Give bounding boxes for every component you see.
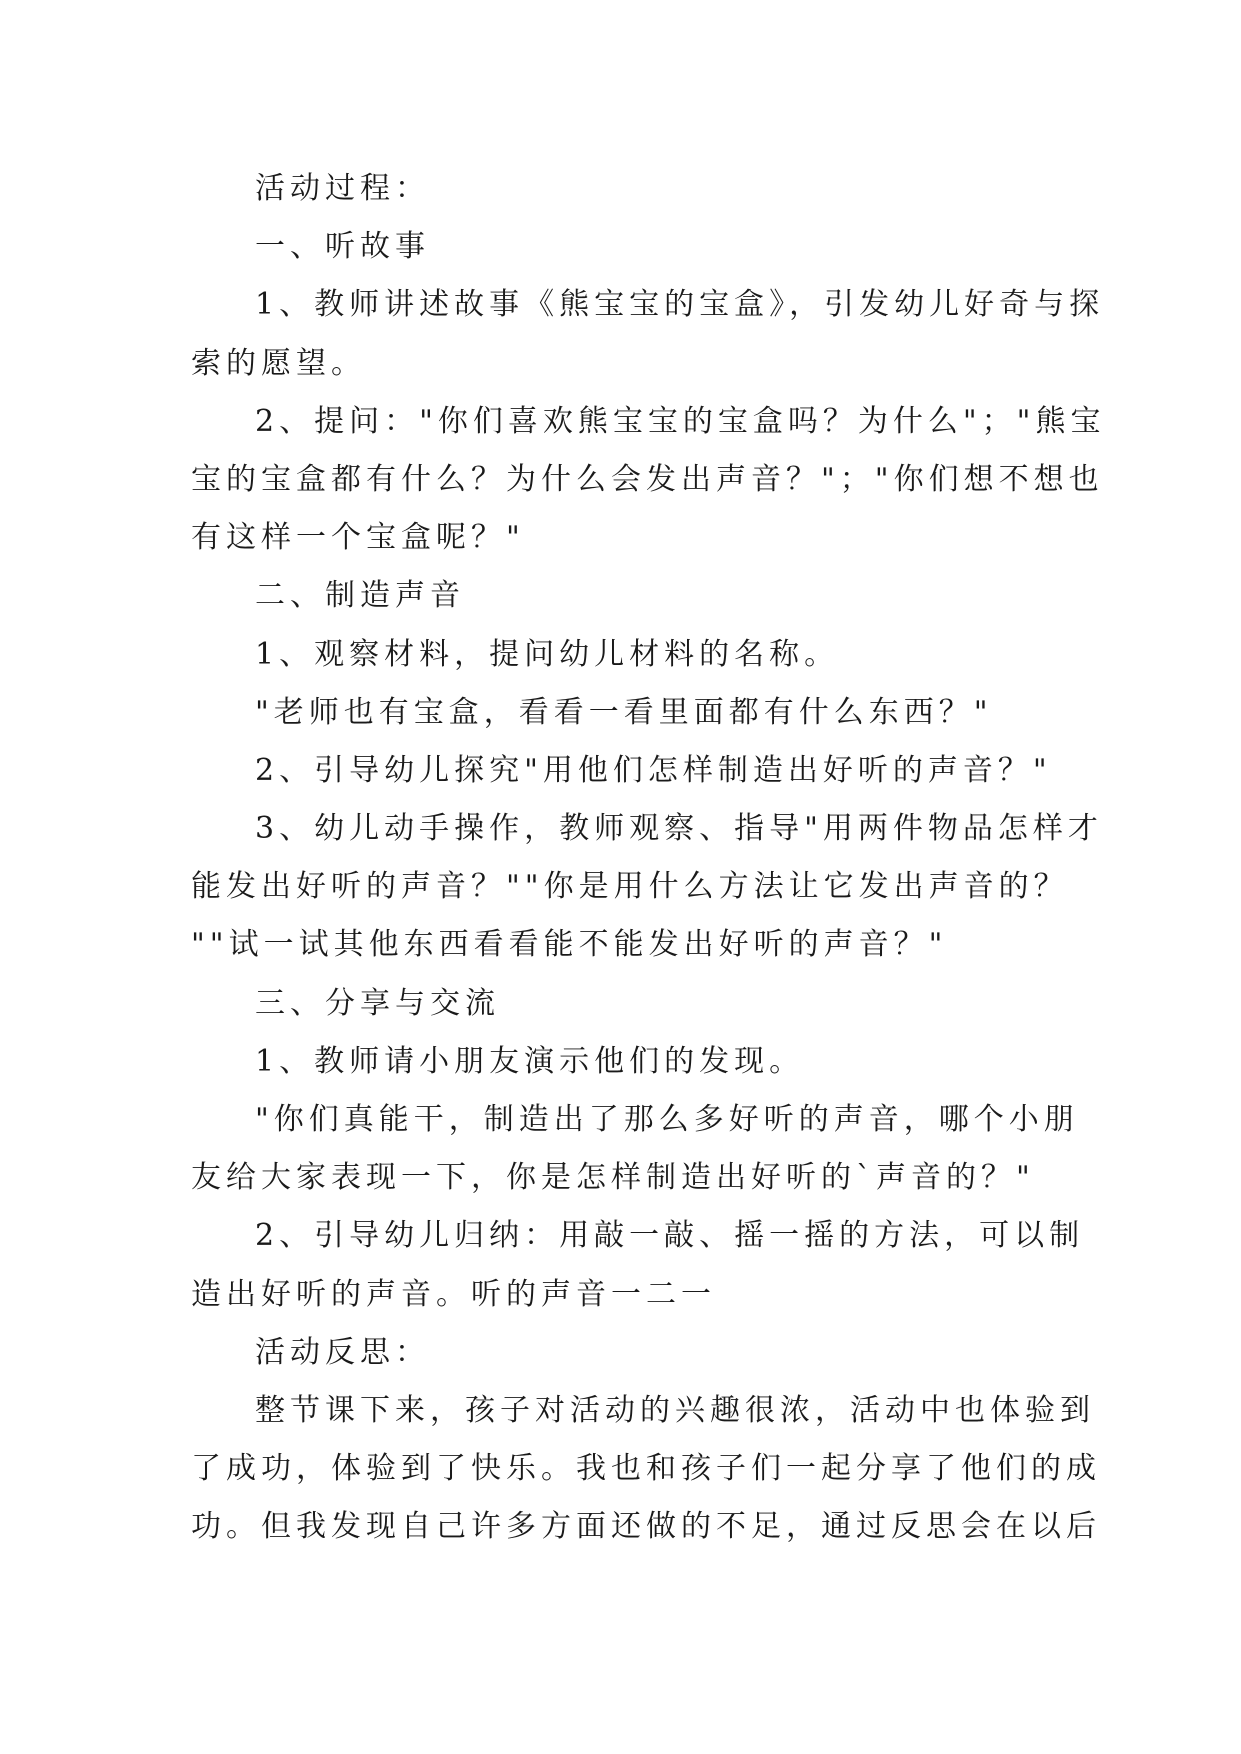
section-heading-activity-process: 活动过程： bbox=[255, 171, 430, 206]
paragraph-line: 2、提问："你们喜欢熊宝宝的宝盒吗？为什么"；"熊宝 bbox=[255, 403, 1106, 439]
section-heading-share-exchange: 三、分享与交流 bbox=[255, 985, 500, 1021]
document-body bbox=[191, 160, 1106, 1557]
paragraph-line: 了成功，体验到了快乐。我也和孩子们一起分享了他们的成 bbox=[191, 1451, 1101, 1487]
paragraph-line: 友给大家表现一下，你是怎样制造出好听的`声音的？" bbox=[191, 1160, 1035, 1196]
paragraph-line: 3、幼儿动手操作，教师观察、指导"用两件物品怎样才 bbox=[255, 811, 1103, 847]
paragraph-line: "老师也有宝盒，看看一看里面都有什么东西？" bbox=[255, 694, 993, 730]
paragraph-line: ""试一试其他东西看看能不能发出好听的声音？" bbox=[191, 927, 948, 963]
paragraph-line: 能发出好听的声音？""你是用什么方法让它发出声音的？ bbox=[191, 869, 1069, 905]
paragraph-line: 宝的宝盒都有什么？为什么会发出声音？"；"你们想不想也 bbox=[191, 461, 1104, 497]
paragraph-line: 造出好听的声音。听的声音一二一 bbox=[191, 1276, 716, 1312]
paragraph-line: 2、引导幼儿探究"用他们怎样制造出好听的声音？" bbox=[255, 752, 1052, 788]
paragraph-line: 整节课下来，孩子对活动的兴趣很浓，活动中也体验到 bbox=[255, 1392, 1095, 1428]
paragraph-line: 1、观察材料，提问幼儿材料的名称。 bbox=[255, 636, 840, 672]
paragraph-line: 1、教师请小朋友演示他们的发现。 bbox=[255, 1043, 805, 1079]
paragraph-line: 功。但我发现自己许多方面还做的不足，通过反思会在以后 bbox=[191, 1509, 1101, 1545]
paragraph-line: 索的愿望。 bbox=[191, 345, 366, 381]
section-heading-make-sounds: 二、制造声音 bbox=[255, 578, 465, 614]
paragraph-line: 2、引导幼儿归纳：用敲一敲、摇一摇的方法，可以制 bbox=[255, 1218, 1085, 1254]
paragraph-line: 有这样一个宝盒呢？" bbox=[191, 520, 525, 556]
section-heading-listen-story: 一、听故事 bbox=[255, 229, 430, 265]
paragraph-line: 1、教师讲述故事《熊宝宝的宝盒》，引发幼儿好奇与探 bbox=[255, 287, 1105, 323]
paragraph-line: "你们真能干，制造出了那么多好听的声音，哪个小朋 bbox=[255, 1102, 1079, 1137]
section-heading-activity-reflection: 活动反思： bbox=[255, 1334, 430, 1370]
